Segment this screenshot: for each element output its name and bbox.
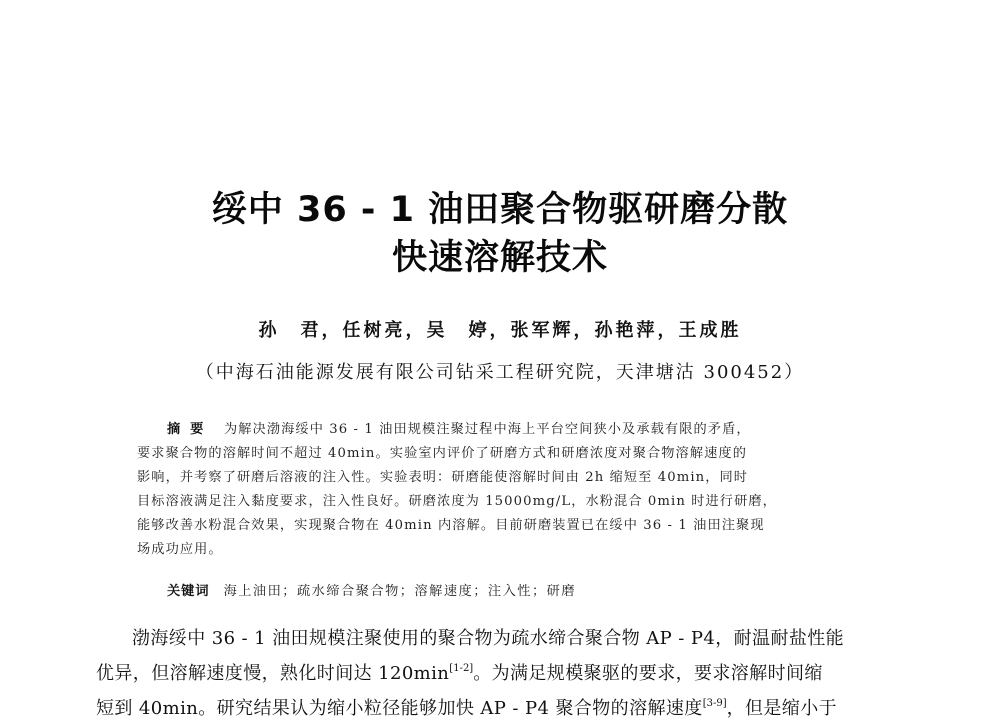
affiliation: （中海石油能源发展有限公司钻采工程研究院，天津塘沽 300452） [195,362,805,383]
keywords [167,580,576,599]
abstract-label: 摘要 [167,422,214,437]
abstract-line: 要求聚合物的溶解时间不超过 40min。实验室内评价了研磨方式和研磨浓度对聚合物溶解速度的 [137,446,747,461]
author-list: 孙 君，任树亮，吴 婷，张军辉，孙艳萍，王成胜 [258,320,742,341]
citation-ref: [1-2] [449,663,474,674]
body-line-3-text-a: 短到 40min。研究结果认为缩小粒径能够加快 AP - P4 聚合物的溶解速度 [96,698,703,719]
abstract-line: 影响，并考察了研磨后溶液的注入性。实验表明：研磨能使溶解时间由 2h 缩短至 40min，同时 [137,470,749,485]
paper-title-line-1: 绥中 36 - 1 油田聚合物驱研磨分散 [211,190,789,230]
abstract-line: 目标溶液满足注入黏度要求，注入性良好。研磨浓度为 15000mg/L，水粉混合 0min 时进行研磨， [137,494,777,509]
body-line-1: 渤海绥中 36 - 1 油田规模注聚使用的聚合物为疏水缔合聚合物 AP - P4，耐温耐盐性能 [132,628,845,649]
body-line-3 [96,689,906,724]
abstract-line [137,418,861,442]
body-paragraph [96,624,906,724]
abstract-line: 能够改善水粉混合效果，实现聚合物在 40min 内溶解。目前研磨装置已在绥中 36 - 1 油田注聚现 [137,518,765,533]
body-line-2-text-b: 。为满足规模聚驱的要求，要求溶解时间缩 [473,663,823,684]
body-line-3-text-b: ，但是缩小于 [726,698,837,719]
abstract-text: 为解决渤海绥中 36 - 1 油田规模注聚过程中海上平台空间狭小及承载有限的矛盾， [223,422,751,437]
keywords-text: 海上油田；疏水缔合聚合物；溶解速度；注入性；研磨 [223,584,577,599]
paper-title-line-2: 快速溶解技术 [391,238,608,278]
body-line-2 [96,654,906,689]
abstract-line: 场成功应用。 [137,542,223,557]
abstract-block [137,418,861,562]
keywords-label: 关键词 [167,584,210,599]
body-line-2-text-a: 优异，但溶解速度慢，熟化时间达 120min [96,663,450,684]
citation-ref: [3-9] [702,698,727,709]
